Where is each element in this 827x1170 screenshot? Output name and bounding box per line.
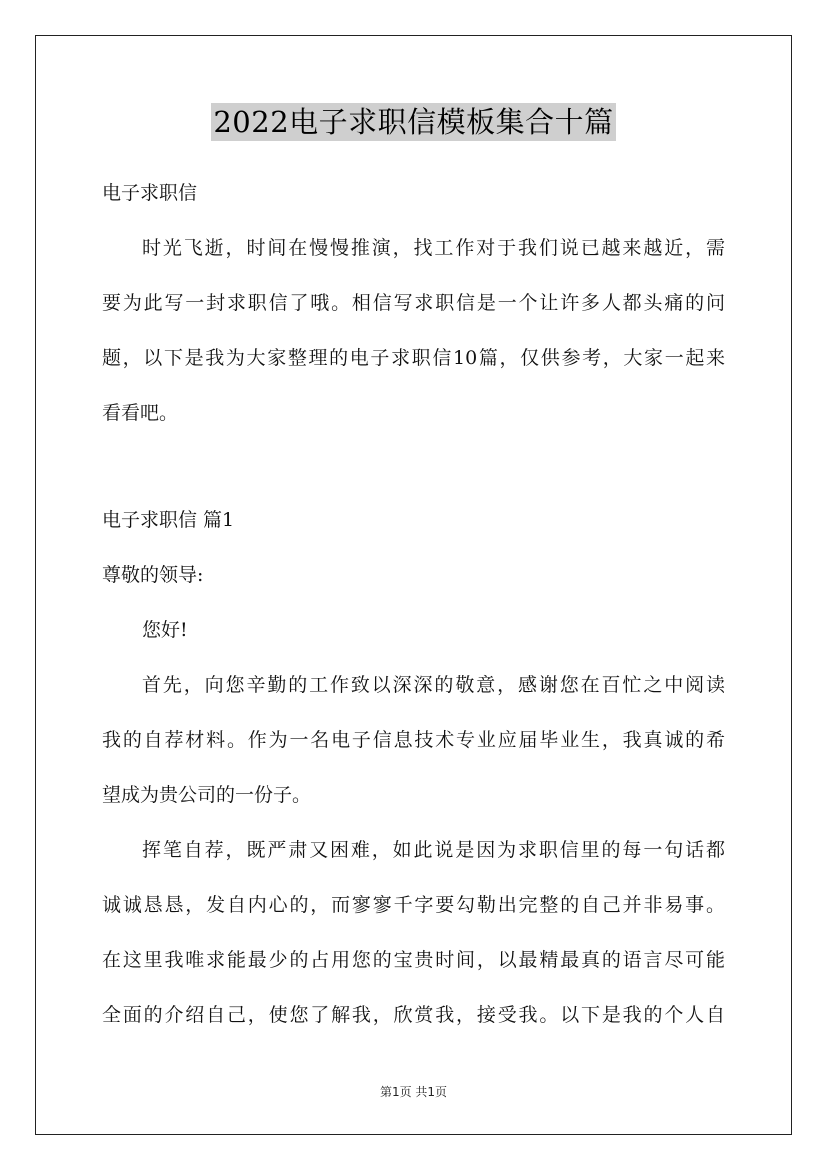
paragraph-line: 挥笔自荐，既严肃又困难，如此说是因为求职信里的每一句话都: [142, 839, 725, 861]
title-container: [0, 103, 827, 141]
paragraph-line: 全面的介绍自己，使您了解我，欣赏我，接受我。以下是我的个人自: [102, 1004, 725, 1026]
intro-heading: 电子求职信: [102, 182, 198, 204]
salutation: 尊敬的领导:: [102, 564, 204, 586]
paragraph-line: 首先，向您辛勤的工作致以深深的敬意，感谢您在百忙之中阅读: [142, 674, 725, 696]
paragraph-line: 我的自荐材料。作为一名电子信息技术专业应届毕业生，我真诚的希: [102, 729, 725, 751]
paragraph-line: 望成为贵公司的一份子。: [102, 784, 312, 806]
document-title: 2022电子求职信模板集合十篇: [213, 105, 614, 139]
intro-line: 题，以下是我为大家整理的电子求职信10篇，仅供参考，大家一起来: [102, 347, 725, 369]
page-footer: 第1页 共1页: [379, 1085, 448, 1099]
paragraph-line: 在这里我唯求能最少的占用您的宝贵时间，以最精最真的语言尽可能: [102, 949, 725, 971]
greeting: 您好!: [142, 619, 188, 641]
document-body: [102, 171, 725, 1048]
paragraph-line: 诚诚恳恳，发自内心的，而寥寥千字要勾勒出完整的自己并非易事。: [102, 894, 725, 916]
intro-line: 时光飞逝，时间在慢慢推演，找工作对于我们说已越来越近，需: [142, 237, 725, 259]
section-spacer: [102, 446, 725, 498]
intro-line: 要为此写一封求职信了哦。相信写求职信是一个让许多人都头痛的问: [102, 292, 725, 314]
intro-line: 看看吧。: [102, 402, 179, 424]
section-heading: 电子求职信 篇1: [102, 509, 235, 531]
